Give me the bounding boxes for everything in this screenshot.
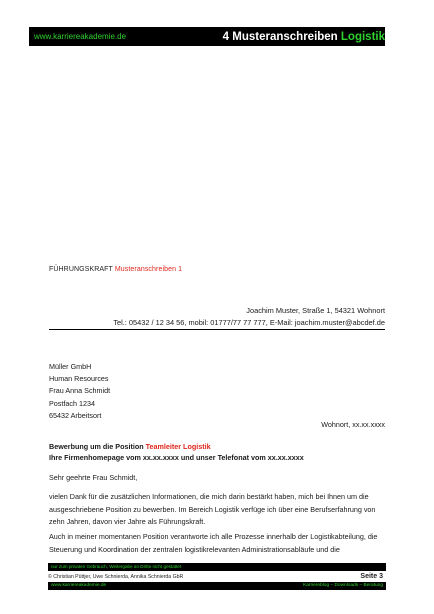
recipient-city: 65432 Arbeitsort [49, 410, 102, 420]
subject-block [49, 441, 304, 464]
header-bar [29, 27, 385, 46]
body-paragraph-1: vielen Dank für die zusätzlichen Informationen, die mich darin bestärkt haben, mich bei Ihnen um die ausgeschriebene Position zu bewerben. Im Bereich Logistik verfüge ich über eine Berufserfahrung von zehn Jahren, davon vier Jahre als Führungskraft. [49, 492, 376, 527]
header-title [223, 31, 385, 43]
body-paragraph-2: Auch in meiner momentanen Position verantworte ich alle Prozesse innerhalb der Logistikabteilung, die Steuerung und Koordination der zentralen logistikrelevanten Administrationsabläufe und die [49, 532, 378, 554]
footer-page-number: Seite 3 [360, 573, 383, 580]
section-label-accent: Musteranschreiben 1 [114, 266, 183, 273]
sender-address: Joachim Muster, Straße 1, 54321 Wohnort [246, 306, 385, 315]
place-date: Wohnort, xx.xx.xxxx [321, 420, 385, 429]
recipient-company: Müller GmbH [49, 362, 92, 371]
header-site-link[interactable]: www.karriereakademie.de [34, 32, 127, 41]
section-label [49, 266, 182, 273]
salutation: Sehr geehrte Frau Schmidt, [49, 473, 138, 482]
sender-divider [49, 329, 385, 330]
footer-site-link[interactable]: www.karriereakademie.de [51, 583, 107, 588]
section-label-main: FÜHRUNGSKRAFT [49, 266, 115, 273]
recipient-department: Human Resources [49, 374, 109, 384]
footer-breadcrumb[interactable]: Karriereblog – Downloads – Beratung [303, 583, 383, 588]
subject-position: Teamleiter Logistik [145, 442, 211, 451]
footer-copyright: © Christian Püttjer, Uwe Schnierda, Annika Schnierda GbR [48, 573, 184, 580]
footer-info [48, 572, 386, 581]
footer-link-bar [48, 582, 386, 590]
header-title-main: 4 Musteranschreiben [222, 30, 341, 43]
subject-prefix: Bewerbung um die Position [49, 442, 146, 451]
header-title-accent: Logistik [340, 30, 385, 43]
recipient-block [49, 361, 110, 422]
sender-block [113, 305, 385, 329]
subject-line-1 [49, 441, 304, 452]
subject-line-2: Ihre Firmenhomepage vom xx.xx.xxxx und unser Telefonat vom xx.xx.xxxx [49, 453, 304, 463]
footer-notice-bar: nur zum privaten Gebrauch, Weitergabe an Dritte nicht gestattet [48, 563, 386, 571]
recipient-name: Frau Anna Schmidt [49, 386, 111, 396]
recipient-postbox: Postfach 1234 [49, 398, 95, 408]
sender-contact: Tel.: 05432 / 12 34 56, mobil: 01777/77 77 777, E-Mail: joachim.muster@abcdef.de [113, 318, 385, 327]
